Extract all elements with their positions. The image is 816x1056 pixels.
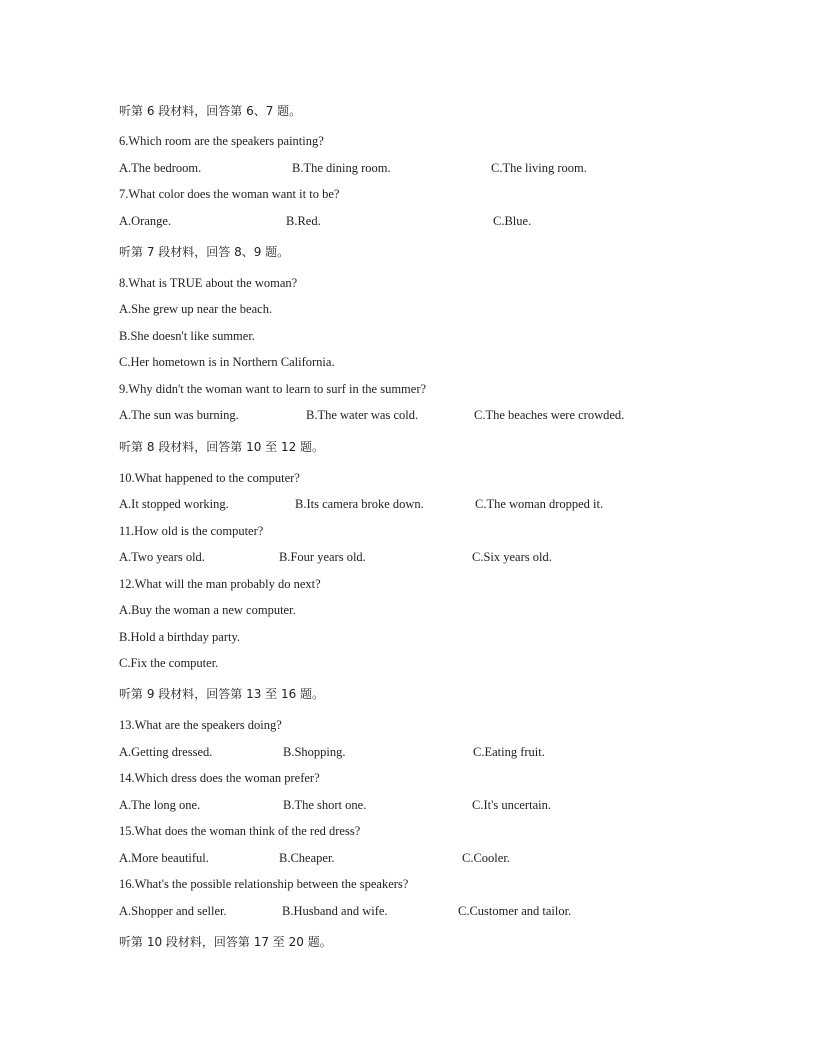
- section-heading-6: 听第 6 段材料，回答第 6、7 题。: [119, 104, 302, 118]
- question-8-stem: 8.What is TRUE about the woman?: [119, 276, 298, 290]
- q10-option-b[interactable]: B.Its camera broke down.: [295, 497, 424, 511]
- q11-option-a[interactable]: A.Two years old.: [119, 550, 205, 564]
- q12-option-b[interactable]: B.Hold a birthday party.: [119, 630, 241, 644]
- section-heading-7: 听第 7 段材料，回答 8、9 题。: [119, 245, 290, 259]
- q14-option-c[interactable]: C.It's uncertain.: [472, 798, 551, 812]
- q13-option-a[interactable]: A.Getting dressed.: [119, 745, 213, 759]
- q8-option-a[interactable]: A.She grew up near the beach.: [119, 302, 273, 316]
- q16-option-a[interactable]: A.Shopper and seller.: [119, 904, 227, 918]
- q15-option-a[interactable]: A.More beautiful.: [119, 851, 209, 865]
- section-heading-9: 听第 9 段材料，回答第 13 至 16 题。: [119, 687, 325, 701]
- q8-option-c[interactable]: C.Her hometown is in Northern California.: [119, 355, 335, 369]
- q12-option-a[interactable]: A.Buy the woman a new computer.: [119, 603, 296, 617]
- question-13-stem: 13.What are the speakers doing?: [119, 718, 282, 732]
- q8-option-b[interactable]: B.She doesn't like summer.: [119, 329, 255, 343]
- question-14-stem: 14.Which dress does the woman prefer?: [119, 771, 320, 785]
- q7-option-b[interactable]: B.Red.: [286, 214, 321, 228]
- q10-option-c[interactable]: C.The woman dropped it.: [475, 497, 604, 511]
- question-10-stem: 10.What happened to the computer?: [119, 471, 300, 485]
- section-heading-10: 听第 10 段材料，回答第 17 至 20 题。: [119, 935, 332, 949]
- q15-option-b[interactable]: B.Cheaper.: [279, 851, 335, 865]
- question-12-stem: 12.What will the man probably do next?: [119, 577, 321, 591]
- q6-option-b[interactable]: B.The dining room.: [292, 161, 391, 175]
- q9-option-b[interactable]: B.The water was cold.: [306, 408, 419, 422]
- q16-option-b[interactable]: B.Husband and wife.: [282, 904, 388, 918]
- q14-option-b[interactable]: B.The short one.: [283, 798, 367, 812]
- q13-option-b[interactable]: B.Shopping.: [283, 745, 346, 759]
- q12-option-c[interactable]: C.Fix the computer.: [119, 656, 219, 670]
- q11-option-c[interactable]: C.Six years old.: [472, 550, 552, 564]
- question-15-stem: 15.What does the woman think of the red dress?: [119, 824, 361, 838]
- q11-option-b[interactable]: B.Four years old.: [279, 550, 366, 564]
- question-16-stem: 16.What's the possible relationship between the speakers?: [119, 877, 409, 891]
- q15-option-c[interactable]: C.Cooler.: [462, 851, 510, 865]
- question-9-stem: 9.Why didn't the woman want to learn to surf in the summer?: [119, 382, 427, 396]
- q13-option-c[interactable]: C.Eating fruit.: [473, 745, 545, 759]
- section-heading-8: 听第 8 段材料，回答第 10 至 12 题。: [119, 440, 325, 454]
- question-6-stem: 6.Which room are the speakers painting?: [119, 134, 324, 148]
- q16-option-c[interactable]: C.Customer and tailor.: [458, 904, 572, 918]
- q14-option-a[interactable]: A.The long one.: [119, 798, 201, 812]
- question-7-stem: 7.What color does the woman want it to be?: [119, 187, 340, 201]
- q6-option-c[interactable]: C.The living room.: [491, 161, 587, 175]
- question-11-stem: 11.How old is the computer?: [119, 524, 264, 538]
- q9-option-a[interactable]: A.The sun was burning.: [119, 408, 239, 422]
- q7-option-a[interactable]: A.Orange.: [119, 214, 172, 228]
- q9-option-c[interactable]: C.The beaches were crowded.: [474, 408, 625, 422]
- q7-option-c[interactable]: C.Blue.: [493, 214, 532, 228]
- q10-option-a[interactable]: A.It stopped working.: [119, 497, 229, 511]
- q6-option-a[interactable]: A.The bedroom.: [119, 161, 202, 175]
